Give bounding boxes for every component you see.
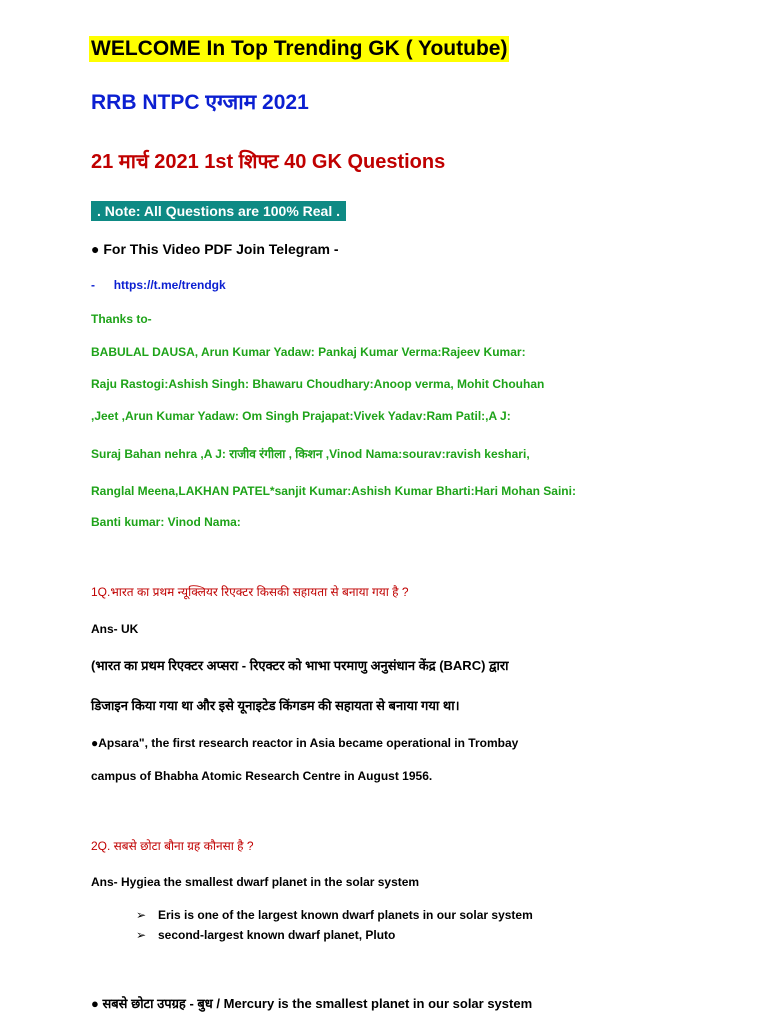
thanks-line: ,Jeet ,Arun Kumar Yadaw: Om Singh Prajapat:Vivek Yadav:Ram Patil:,A J:	[91, 409, 511, 423]
thanks-line: BABULAL DAUSA, Arun Kumar Yadaw: Pankaj Kumar Verma:Rajeev Kumar:	[91, 345, 526, 359]
answer-detail: (भारत का प्रथम रिएक्टर अप्सरा - रिएक्टर को भाभा परमाणु अनुसंधान केंद्र (BARC) द्वारा	[91, 658, 509, 673]
answer-1: Ans- UK	[91, 622, 139, 636]
telegram-label: ● For This Video PDF Join Telegram -	[91, 241, 339, 257]
note-banner: . Note: All Questions are 100% Real .	[91, 201, 346, 221]
arrow-bullet-icon: ➢	[136, 908, 147, 922]
footer-line: ● सबसे छोटा उपग्रह - बुध / Mercury is the smallest planet in our solar system	[91, 996, 533, 1011]
telegram-link[interactable]: https://t.me/trendgk	[113, 278, 226, 292]
exam-heading: RRB NTPC एग्जाम 2021	[91, 91, 309, 114]
date-heading: 21 मार्च 2021 1st शिफ्ट 40 GK Questions	[91, 151, 446, 173]
answer-detail: ●Apsara", the first research reactor in Asia became operational in Trombay	[91, 736, 519, 750]
question-2: 2Q. सबसे छोटा बौना ग्रह कौनसा है ?	[91, 839, 254, 853]
thanks-title: Thanks to-	[91, 312, 152, 326]
answer-detail: campus of Bhabha Atomic Research Centre in August 1956.	[91, 769, 433, 783]
thanks-line: Banti kumar: Vinod Nama:	[91, 515, 241, 529]
page-title: WELCOME In Top Trending GK ( Youtube)	[91, 37, 508, 60]
thanks-line: Raju Rastogi:Ashish Singh: Bhawaru Choudhary:Anoop verma, Mohit Chouhan	[91, 377, 545, 391]
answer-2: Ans- Hygiea the smallest dwarf planet in the solar system	[91, 875, 420, 889]
thanks-line: Ranglal Meena,LAKHAN PATEL*sanjit Kumar:Ashish Kumar Bharti:Hari Mohan Saini:	[91, 484, 576, 498]
question-1: 1Q.भारत का प्रथम न्यूक्लियर रिएक्टर किसकी सहायता से बनाया गया है ?	[91, 585, 409, 599]
list-item: ➢ second-largest known dwarf planet, Pluto	[136, 928, 396, 942]
link-prefix: -	[91, 278, 95, 292]
list-item: ➢ Eris is one of the largest known dwarf planets in our solar system	[136, 908, 533, 922]
answer-detail: डिजाइन किया गया था और इसे यूनाइटेड किंगडम की सहायता से बनाया गया था।	[91, 698, 460, 713]
telegram-link-row	[91, 277, 226, 293]
arrow-bullet-icon: ➢	[136, 928, 147, 942]
thanks-line: Suraj Bahan nehra ,A J: राजीव रंगीला , किशन ,Vinod Nama:sourav:ravish keshari,	[91, 447, 530, 461]
